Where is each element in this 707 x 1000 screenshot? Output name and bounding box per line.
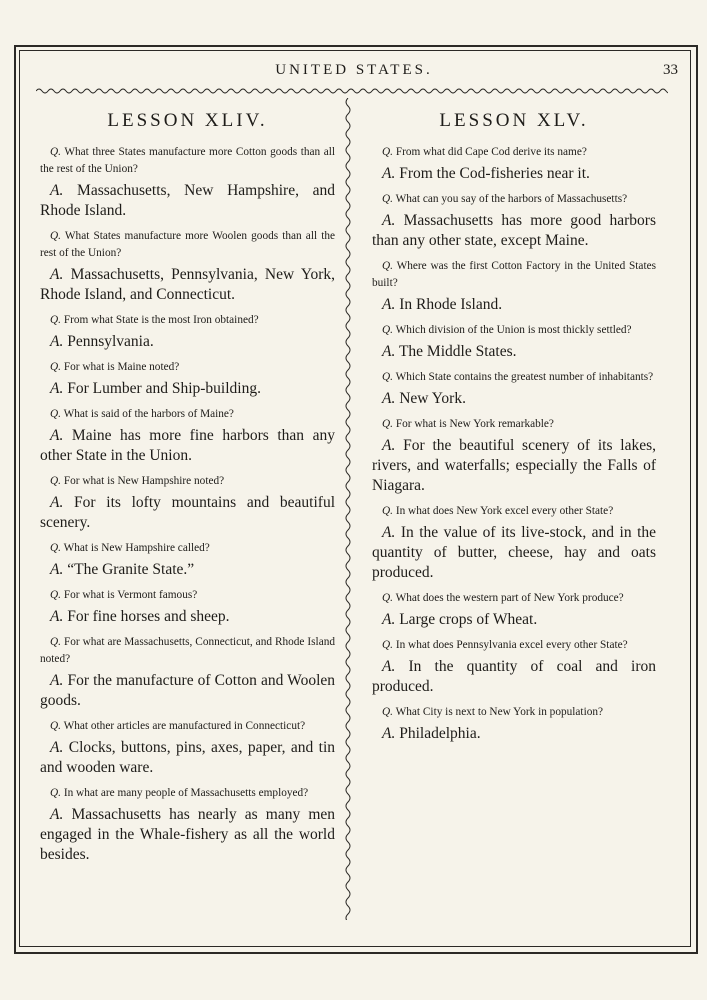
lesson-title-44: LESSON XLIV. [107, 110, 268, 131]
question-label: Q. [50, 361, 61, 373]
answer-text: Massachusetts, Pennsylvania, New York, Rhode Island, and Connecticut. [40, 266, 335, 303]
answer [40, 560, 335, 580]
question [372, 503, 656, 520]
answer-label: A. [382, 658, 396, 675]
answer-text: For Lumber and Ship-building. [67, 380, 261, 397]
question [372, 590, 656, 607]
question [40, 359, 335, 376]
answer-label: A. [382, 437, 396, 454]
question-label: Q. [382, 260, 393, 272]
answer [40, 265, 335, 305]
column-divider [343, 98, 353, 920]
answer [372, 211, 656, 251]
question-text: What can you say of the harbors of Massachusetts? [395, 193, 628, 205]
answer [40, 738, 335, 778]
page-number: 33 [663, 62, 678, 78]
answer [372, 164, 656, 184]
answer-label: A. [50, 427, 64, 444]
question-text: In what does Pennsylvania excel every other State? [395, 639, 628, 651]
answer-text: For its lofty mountains and beautiful scenery. [40, 494, 335, 531]
answer [372, 523, 656, 583]
question-label: Q. [382, 505, 393, 517]
question [40, 228, 335, 262]
question-label: Q. [382, 639, 393, 651]
answer-text: The Middle States. [398, 343, 517, 360]
answer-label: A. [50, 608, 64, 625]
answer [40, 607, 335, 627]
answer-label: A. [382, 524, 396, 541]
answer-text: From the Cod-fisheries near it. [399, 165, 590, 182]
answer-label: A. [382, 343, 396, 360]
question-text: For what is Vermont famous? [63, 589, 198, 601]
answer-text: Philadelphia. [399, 725, 481, 742]
answer [40, 379, 335, 399]
answer [372, 610, 656, 630]
question-label: Q. [50, 636, 61, 648]
answer [372, 657, 656, 697]
answer-label: A. [382, 611, 396, 628]
answer-text: Pennsylvania. [67, 333, 154, 350]
answer-label: A. [382, 390, 396, 407]
answer [372, 389, 656, 409]
question [40, 587, 335, 604]
answer-text: In Rhode Island. [399, 296, 503, 313]
answer-text: “The Granite State.” [67, 561, 195, 578]
answer-text: Massachusetts, New Hampshire, and Rhode Island. [40, 182, 336, 219]
question-text: What is said of the harbors of Maine? [63, 408, 234, 420]
question-label: Q. [50, 589, 61, 601]
left-column [40, 110, 335, 872]
question-text: Which division of the Union is most thickly settled? [395, 324, 632, 336]
question-text: Which State contains the greatest number of inhabitants? [395, 371, 654, 383]
answer-label: A. [382, 165, 396, 182]
question [372, 191, 656, 208]
answer-text: Massachusetts has nearly as many men engaged in the Whale-fishery as all the world besides. [40, 806, 336, 863]
question [40, 785, 335, 802]
answer-label: A. [382, 725, 396, 742]
answer [40, 426, 335, 466]
answer-label: A. [382, 296, 396, 313]
question-text: What States manufacture more Woolen goods than all the rest of the Union? [40, 230, 336, 259]
question [40, 312, 335, 329]
answer [40, 332, 335, 352]
question [372, 258, 656, 292]
question-text: What other articles are manufactured in Connecticut? [63, 720, 306, 732]
question-label: Q. [382, 418, 393, 430]
question [372, 369, 656, 386]
lesson-title-45: LESSON XLV. [439, 110, 589, 131]
answer [372, 724, 656, 744]
question-text: What is New Hampshire called? [63, 542, 210, 554]
answer [372, 342, 656, 362]
answer-label: A. [50, 333, 64, 350]
answer-label: A. [50, 806, 64, 823]
answer [372, 295, 656, 315]
page-header [24, 62, 684, 82]
right-column [372, 110, 656, 751]
answer-label: A. [50, 672, 64, 689]
question-text: What City is next to New York in population? [395, 706, 604, 718]
question-label: Q. [382, 706, 393, 718]
question-label: Q. [50, 542, 61, 554]
answer-text: Massachusetts has more good harbors than any other state, except Maine. [372, 212, 657, 249]
answer-text: In the value of its live-stock, and in the quantity of butter, cheese, hay and oats produced. [372, 524, 657, 581]
question-label: Q. [50, 475, 61, 487]
question-text: In what are many people of Massachusetts employed? [63, 787, 309, 799]
question-label: Q. [50, 408, 61, 420]
answer-text: For fine horses and sheep. [67, 608, 230, 625]
question [40, 540, 335, 557]
answer [40, 805, 335, 865]
question [40, 144, 335, 178]
question-label: Q. [382, 592, 393, 604]
question-label: Q. [382, 146, 393, 158]
answer-text: New York. [399, 390, 466, 407]
question-label: Q. [382, 193, 393, 205]
answer [372, 436, 656, 496]
question [372, 704, 656, 721]
answer-label: A. [50, 561, 64, 578]
answer-label: A. [50, 494, 64, 511]
question-text: From what State is the most Iron obtained? [63, 314, 259, 326]
question-label: Q. [50, 720, 61, 732]
right-qa-list [372, 144, 656, 744]
left-qa-list [40, 144, 335, 865]
question [372, 322, 656, 339]
question [40, 718, 335, 735]
question-label: Q. [382, 371, 393, 383]
answer-text: In the quantity of coal and iron produced. [372, 658, 656, 695]
question [40, 473, 335, 490]
answer-text: For the manufacture of Cotton and Woolen goods. [40, 672, 336, 709]
question-text: From what did Cape Cod derive its name? [395, 146, 587, 158]
answer-text: For the beautiful scenery of its lakes, rivers, and waterfalls; especially the Falls of Niagara. [372, 437, 657, 494]
question-label: Q. [50, 314, 61, 326]
question-text: What does the western part of New York produce? [395, 592, 624, 604]
answer-label: A. [50, 739, 64, 756]
question [372, 637, 656, 654]
answer [40, 181, 335, 221]
question-label: Q. [50, 230, 61, 242]
question-label: Q. [50, 787, 61, 799]
question-text: For what is New Hampshire noted? [63, 475, 225, 487]
answer-text: Large crops of Wheat. [399, 611, 538, 628]
question-text: For what is Maine noted? [63, 361, 180, 373]
question-text: What three States manufacture more Cotton goods than all the rest of the Union? [40, 146, 335, 175]
answer-label: A. [50, 182, 64, 199]
question-text: For what are Massachusetts, Connecticut, and Rhode Island noted? [40, 636, 336, 665]
question-label: Q. [382, 324, 393, 336]
answer-text: Maine has more fine harbors than any other State in the Union. [40, 427, 335, 464]
wavy-rule [36, 86, 668, 96]
question-text: For what is New York remarkable? [395, 418, 554, 430]
answer-label: A. [50, 380, 64, 397]
answer-label: A. [50, 266, 64, 283]
running-head: UNITED STATES. [275, 62, 433, 78]
question [40, 406, 335, 423]
answer-text: Clocks, buttons, pins, axes, paper, and tin and wooden ware. [40, 739, 336, 776]
answer [40, 671, 335, 711]
question [372, 416, 656, 433]
question-text: In what does New York excel every other State? [395, 505, 614, 517]
answer [40, 493, 335, 533]
question [372, 144, 656, 161]
question-text: Where was the first Cotton Factory in the United States built? [372, 260, 656, 289]
question [40, 634, 335, 668]
answer-label: A. [382, 212, 396, 229]
question-label: Q. [50, 146, 61, 158]
